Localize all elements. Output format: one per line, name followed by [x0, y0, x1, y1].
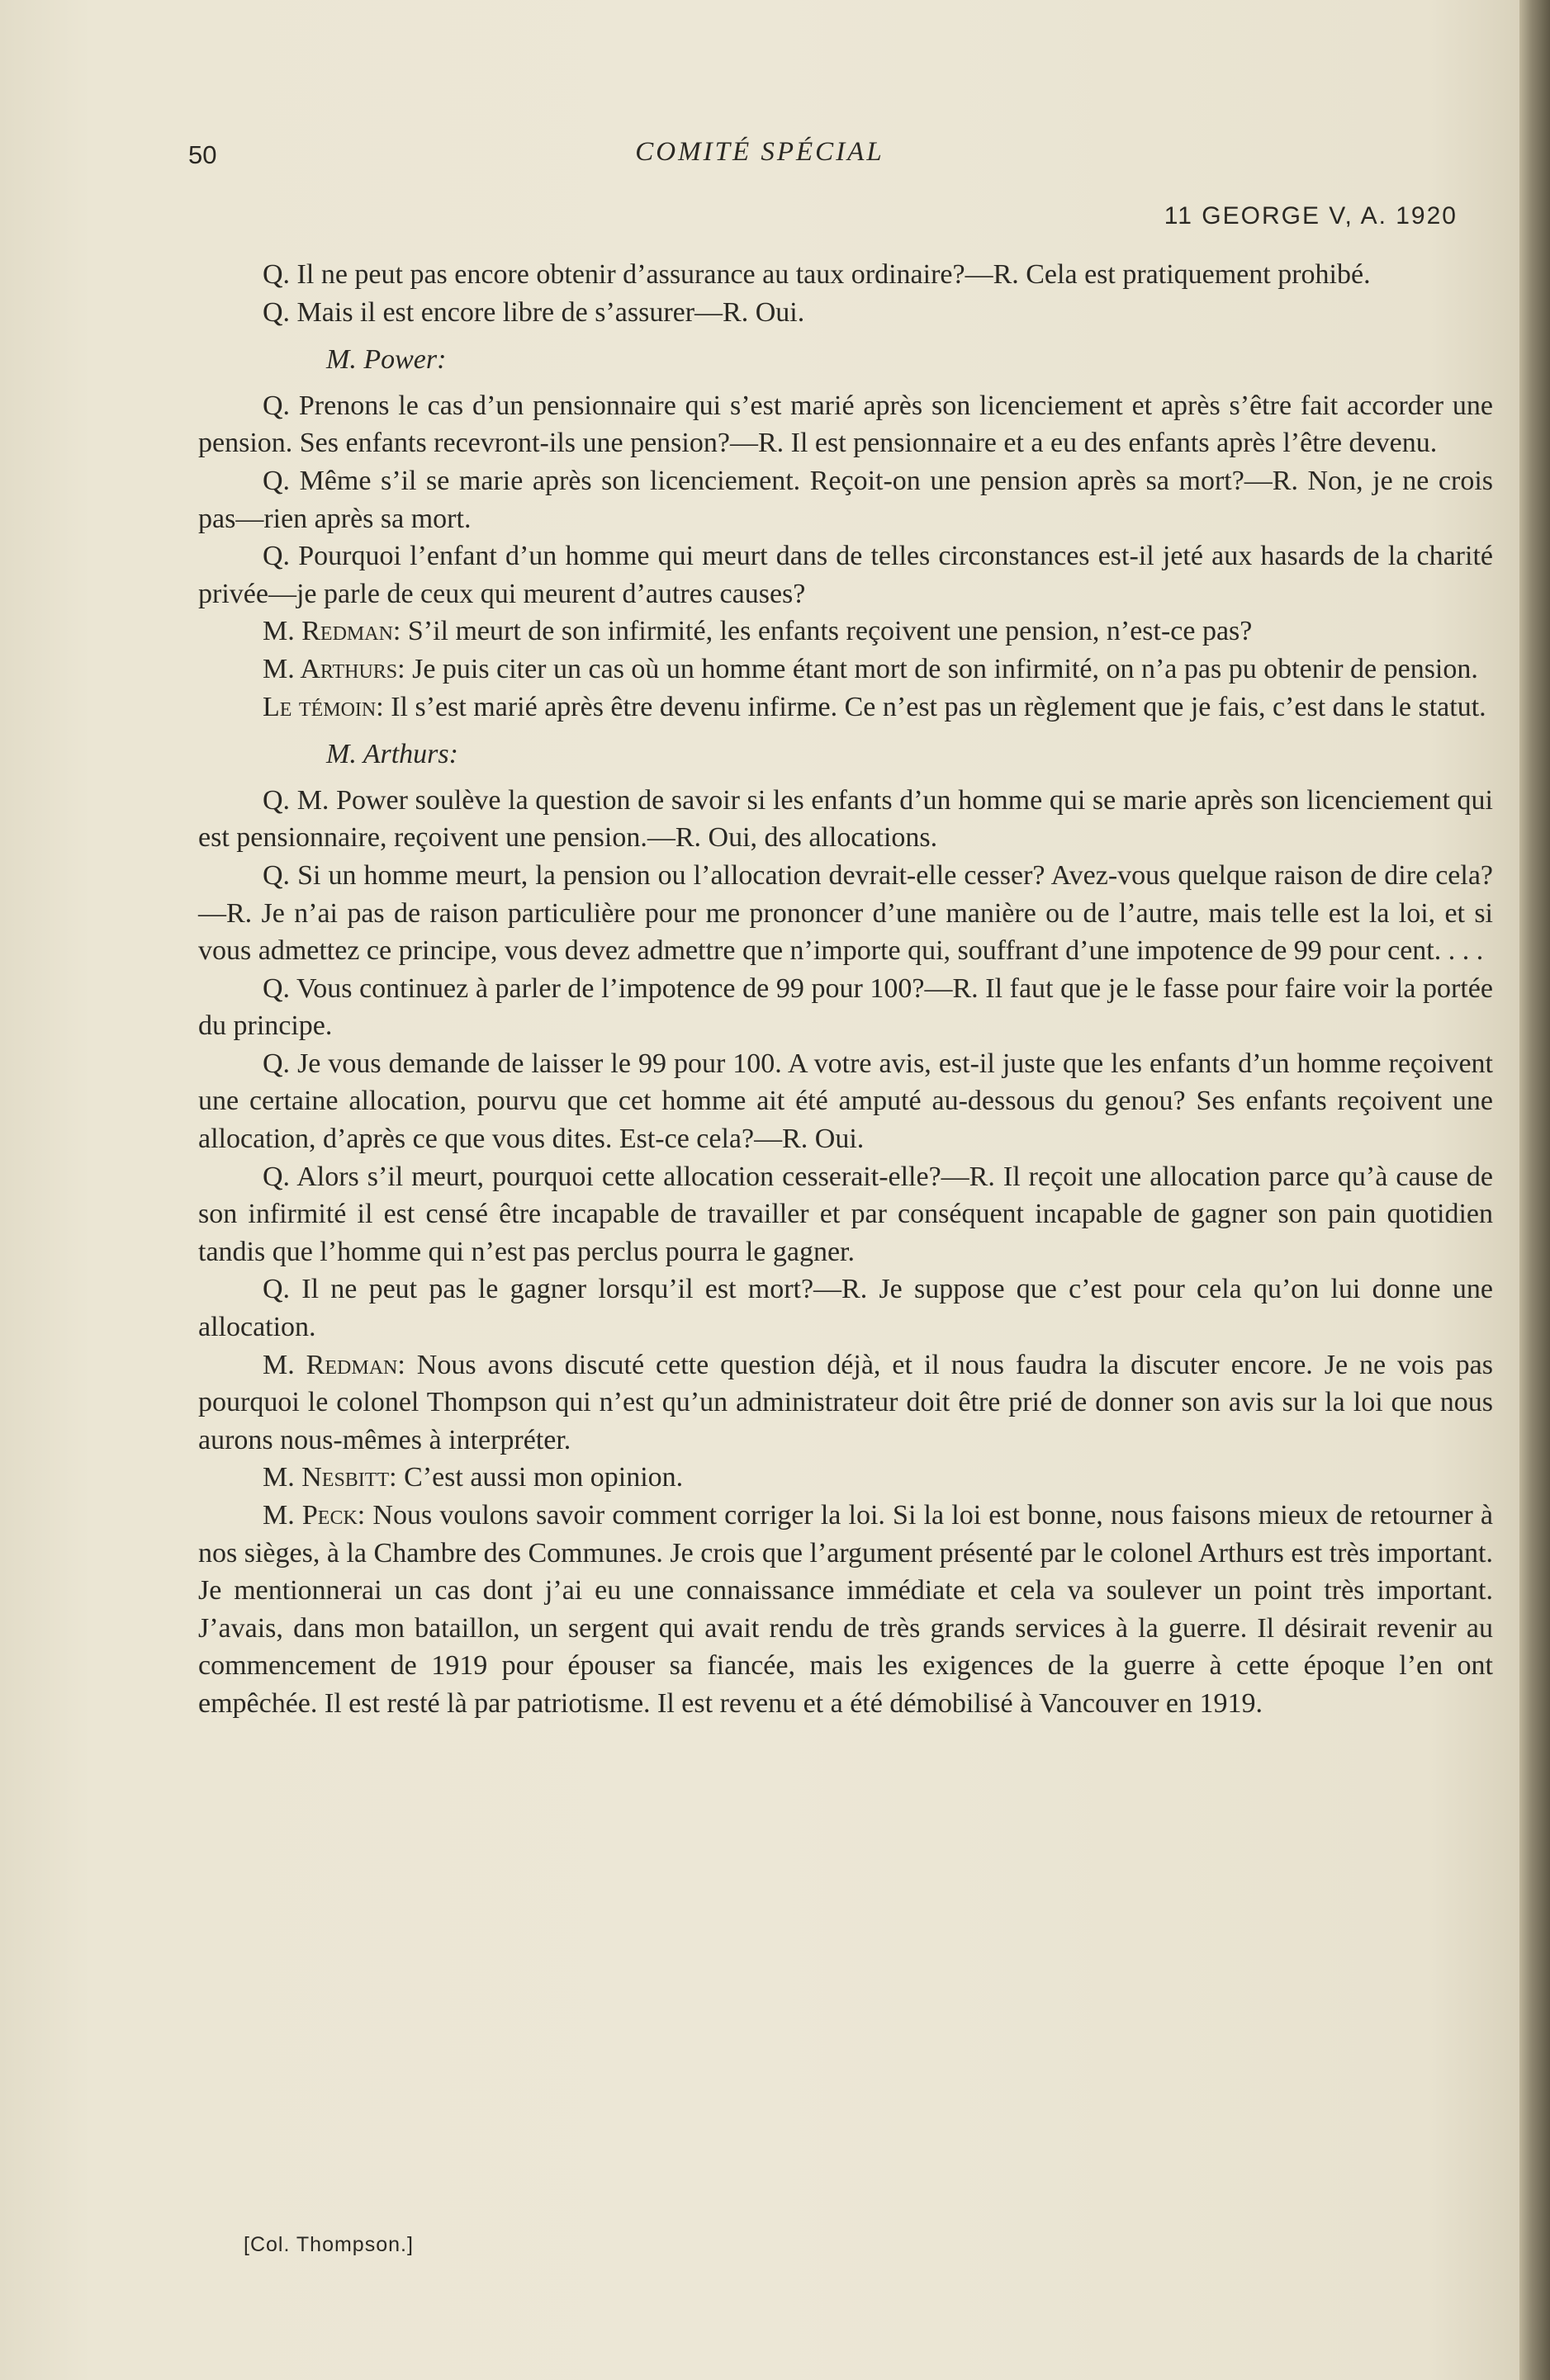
speaker-heading: M. Arthurs: [326, 739, 458, 770]
speaker-text: C’est aussi mon opinion. [404, 1462, 684, 1493]
question-answer-paragraph: Q. M. Power soulève la question de savoir si les enfants d’un homme qui se marie après son licenciement qui est pensionnaire, reçoivent une pension.—R. Oui, des allocations. [198, 784, 1493, 854]
binding-edge [1519, 0, 1550, 2380]
speaker-paragraph [198, 688, 1493, 726]
question-answer-paragraph: Q. Si un homme meurt, la pension ou l’allocation devrait-elle cesser? Avez-vous quelque raison de dire cela?—R. Je n’ai pas de raison particulière pour me prononcer d’une manière ou de l’autre, mais telle est la loi, et si vous admettez ce principe, vous devez admettre que n’importe qui, souffrant d’une impotence de 99 pour cent. . . . [198, 859, 1493, 967]
speaker-name: M. Redman: [263, 1349, 405, 1380]
speaker-text: Nous avons discuté cette question déjà, et il nous faudra la discuter encore. Je ne vois pas pourquoi le colonel Thompson qui n’est qu’un administrateur doit être prié de donner son avis sur la loi que nous aurons nous-mêmes à interpréter. [198, 1349, 1493, 1455]
speaker-text: S’il meurt de son infirmité, les enfants reçoivent une pension, n’est-ce pas? [407, 616, 1253, 647]
speaker-text: Il s’est marié après être devenu infirme. Ce n’est pas un règlement que je fais, c’est dans le statut. [391, 691, 1486, 722]
question-answer-paragraph: Q. Vous continuez à parler de l’impotence de 99 pour 100?—R. Il faut que je le fasse pour faire voir la portée du principe. [198, 972, 1493, 1042]
speaker-name: M. Peck: [263, 1500, 366, 1531]
speaker-paragraph [198, 613, 1493, 651]
question-answer-paragraph: Q. Alors s’il meurt, pourquoi cette allocation cesserait-elle?—R. Il reçoit une allocation parce qu’à cause de son infirmité il est censé être incapable de travailler et par conséquent incapable de gagner son pain quotidien tandis que l’homme qui n’est pas perclus pourra le gagner. [198, 1161, 1493, 1267]
running-title: COMITÉ SPÉCIAL [635, 137, 884, 167]
speaker-text: Nous voulons savoir comment corriger la loi. Si la loi est bonne, nous faisons mieux de retourner à nos sièges, à la Chambre des Communes. Je crois que l’argument présenté par le colonel Arthurs est très important. Je mentionnerai un cas dont j’ai eu une connaissance immédiate et cela va soulever un point très important. J’avais, dans mon bataillon, un sergent qui avait rendu de très grands services à la guerre. Il désirait revenir au commencement de 1919 pour épouser sa fiancée, mais les exigences de la guerre à cette époque l’en ont empêchée. Il est resté là par patriotisme. Il est revenu et a été démobilisé à Vancouver en 1919. [198, 1500, 1494, 1719]
witness-footer: [Col. Thompson.] [244, 2233, 414, 2256]
question-answer-paragraph: Q. Mais il est encore libre de s’assurer—R. Oui. [263, 296, 805, 328]
speaker-name: M. Nesbitt: [263, 1462, 397, 1493]
question-answer-paragraph: Q. Il ne peut pas le gagner lorsqu’il est mort?—R. Je suppose que c’est pour cela qu’on lui donne une allocation. [198, 1274, 1493, 1343]
page-number: 50 [188, 140, 217, 169]
speaker-paragraph [198, 1346, 1493, 1460]
speaker-paragraph [198, 651, 1493, 688]
speaker-paragraph [198, 1459, 1493, 1497]
session-label: 11 GEORGE V, A. 1920 [1164, 202, 1458, 229]
question-answer-paragraph: Q. Je vous demande de laisser le 99 pour 100. A votre avis, est-il juste que les enfants d’un homme reçoivent une certaine allocation, pourvu que cet homme ait été amputé au-dessous du genou? Ses enfants reçoivent une allocation, d’après ce que vous dites. Est-ce cela?—R. Oui. [198, 1048, 1493, 1155]
question-answer-paragraph: Q. Il ne peut pas encore obtenir d’assurance au taux ordinaire?—R. Cela est pratiquement prohibé. [263, 259, 1371, 290]
speaker-paragraph [198, 1497, 1493, 1723]
speaker-name: M. Redman: [263, 616, 401, 647]
speaker-name: Le témoin: [263, 691, 384, 722]
speaker-text: Je puis citer un cas où un homme étant mort de son infirmité, on n’a pas pu obtenir de pension. [412, 653, 1478, 684]
speaker-name: M. Arthurs: [263, 653, 405, 684]
question-answer-paragraph: Q. Pourquoi l’enfant d’un homme qui meurt dans de telles circonstances est-il jeté aux hasards de la charité privée—je parle de ceux qui meurent d’autres causes? [198, 541, 1493, 609]
question-answer-paragraph: Q. Même s’il se marie après son licenciement. Reçoit-on une pension après sa mort?—R. Non, je ne crois pas—rien après sa mort. [198, 465, 1493, 534]
speaker-heading: M. Power: [326, 344, 447, 376]
question-answer-paragraph: Q. Prenons le cas d’un pensionnaire qui s’est marié après son licenciement et après s’être fait accorder une pension. Ses enfants recevront-ils une pension?—R. Il est pensionnaire et a eu des enfants après l’être devenu. [198, 390, 1493, 459]
transcript-body [198, 256, 1493, 1723]
